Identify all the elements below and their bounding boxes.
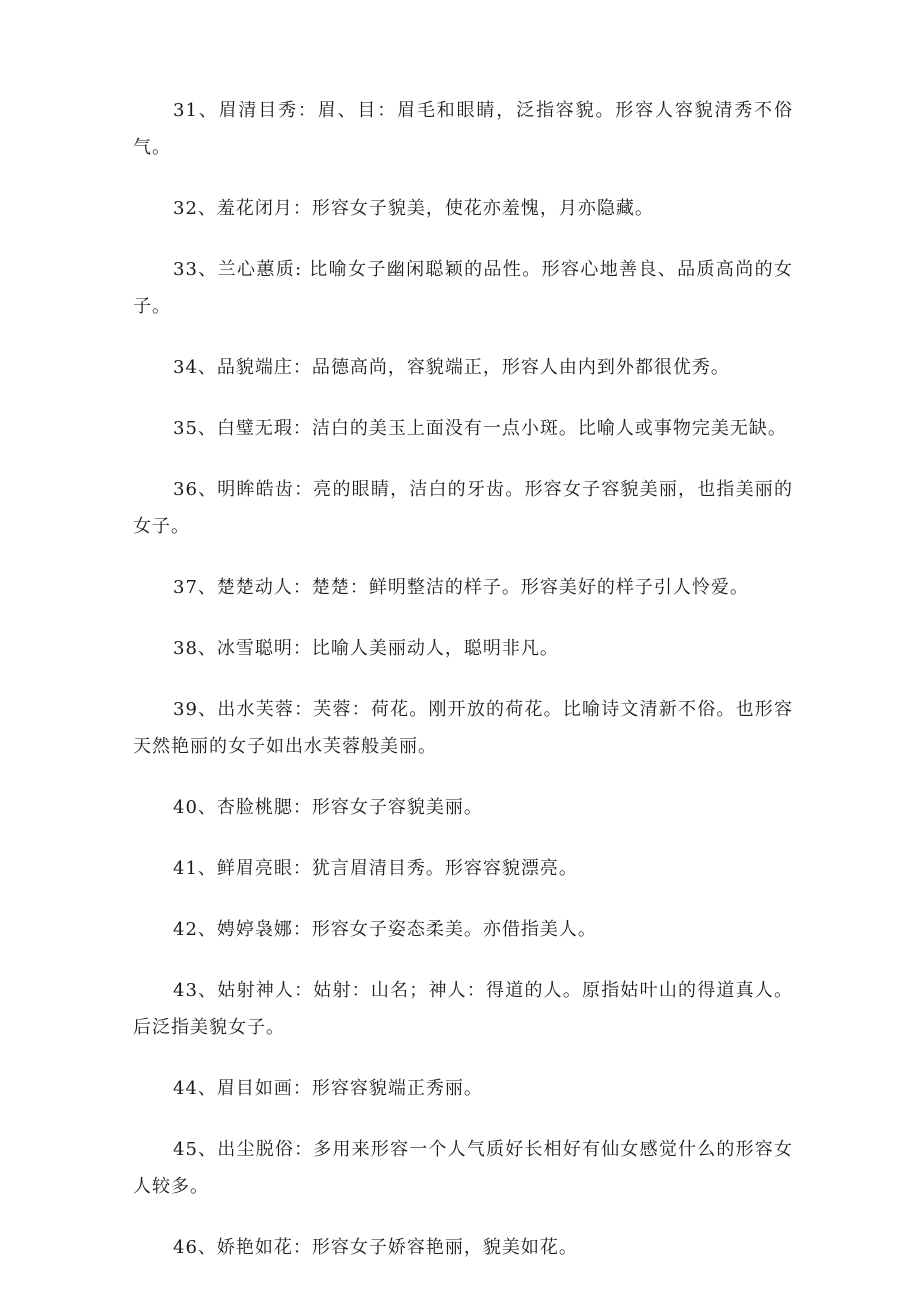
idiom-entry-46: 46、娇艳如花：形容女子娇容艳丽，貌美如花。 bbox=[173, 1237, 578, 1258]
idiom-entry-35: 35、白璧无瑕：洁白的美玉上面没有一点小斑。比喻人或事物完美无缺。 bbox=[173, 418, 787, 439]
idiom-entry-32: 32、羞花闭月：形容女子貌美，使花亦羞愧，月亦隐藏。 bbox=[173, 198, 654, 219]
idiom-entry-38: 38、冰雪聪明：比喻人美丽动人，聪明非凡。 bbox=[173, 638, 559, 659]
idiom-entry-39: 39、出水芙蓉：芙蓉：荷花。刚开放的荷花。比喻诗文清新不俗。也形容天然艳丽的女子如出水芙蓉般美丽。 bbox=[133, 699, 793, 757]
idiom-entry-45: 45、出尘脱俗：多用来形容一个人气质好长相好有仙女感觉什么的形容女人较多。 bbox=[133, 1139, 793, 1197]
document-body bbox=[133, 92, 793, 1290]
idiom-entry-40: 40、杏脸桃腮：形容女子容貌美丽。 bbox=[173, 797, 483, 818]
idiom-entry-34: 34、品貌端庄：品德高尚，容貌端正，形容人由内到外都很优秀。 bbox=[173, 357, 730, 378]
idiom-entry-31: 31、眉清目秀：眉、目：眉毛和眼睛，泛指容貌。形容人容貌清秀不俗气。 bbox=[133, 100, 793, 158]
idiom-entry-41: 41、鲜眉亮眼：犹言眉清目秀。形容容貌漂亮。 bbox=[173, 858, 578, 879]
idiom-entry-37: 37、楚楚动人：楚楚：鲜明整洁的样子。形容美好的样子引人怜爱。 bbox=[173, 577, 749, 598]
idiom-entry-42: 42、娉婷袅娜：形容女子姿态柔美。亦借指美人。 bbox=[173, 919, 597, 940]
idiom-entry-33: 33、兰心蕙质: 比喻女子幽闲聪颖的品性。形容心地善良、品质高尚的女子。 bbox=[133, 259, 793, 317]
idiom-entry-36: 36、明眸皓齿：亮的眼睛，洁白的牙齿。形容女子容貌美丽，也指美丽的女子。 bbox=[133, 479, 793, 537]
idiom-entry-43: 43、姑射神人：姑射：山名；神人：得道的人。原指姑叶山的得道真人。后泛指美貌女子。 bbox=[133, 980, 793, 1038]
idiom-entry-44: 44、眉目如画：形容容貌端正秀丽。 bbox=[173, 1078, 483, 1099]
